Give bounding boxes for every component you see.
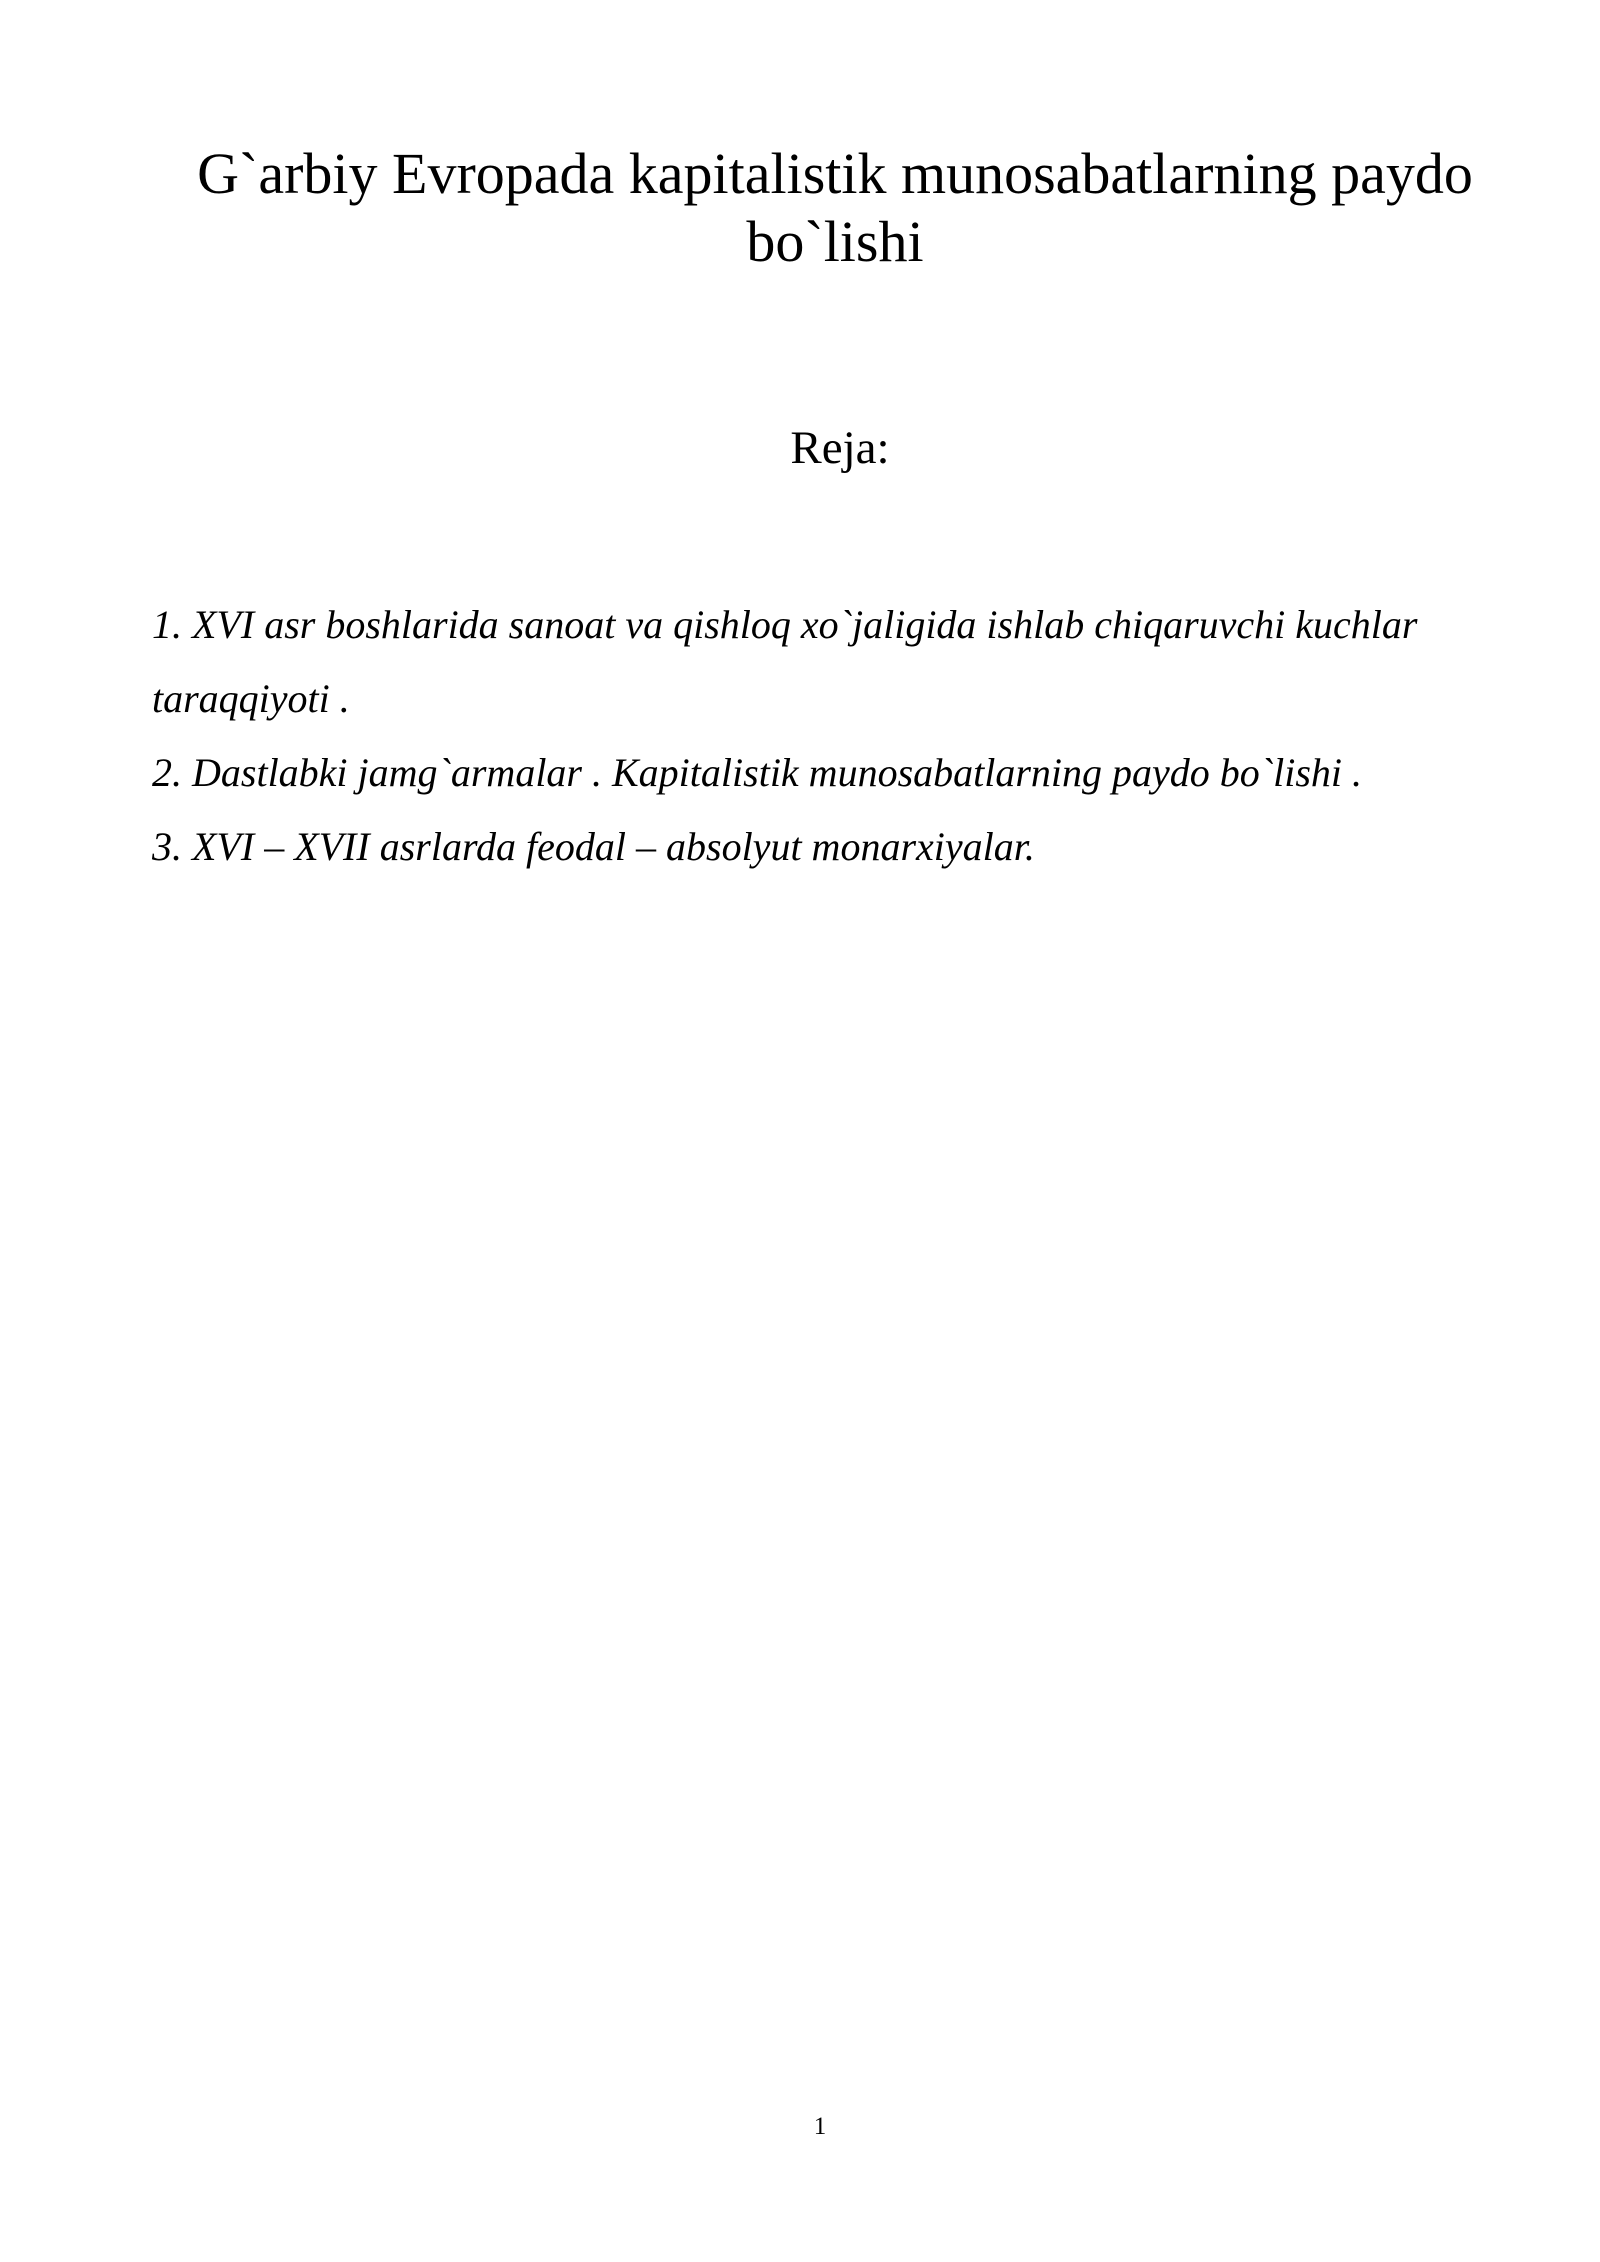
title-line-2: bo`lishi [746,209,924,274]
plan-item-2: 2. Dastlabki jamg`armalar . Kapitalistik munosabatlarning paydo bo`lishi . [152,750,1363,795]
plan-list [152,588,1532,884]
title-line-1: G`arbiy Evropada kapitalistik munosabatlarning paydo [197,141,1473,206]
plan-item-1-continuation: taraqqiyoti . [152,676,350,721]
plan-item-3: 3. XVI – XVII asrlarda feodal – absolyut monarxiyalar. [152,824,1035,869]
plan-heading: Reja: [790,422,890,474]
page-number: 1 [813,2113,827,2140]
document-title [140,140,1530,276]
plan-item-1: 1. XVI asr boshlarida sanoat va qishloq xo`jaligida ishlab chiqaruvchi kuchlar [152,602,1418,647]
